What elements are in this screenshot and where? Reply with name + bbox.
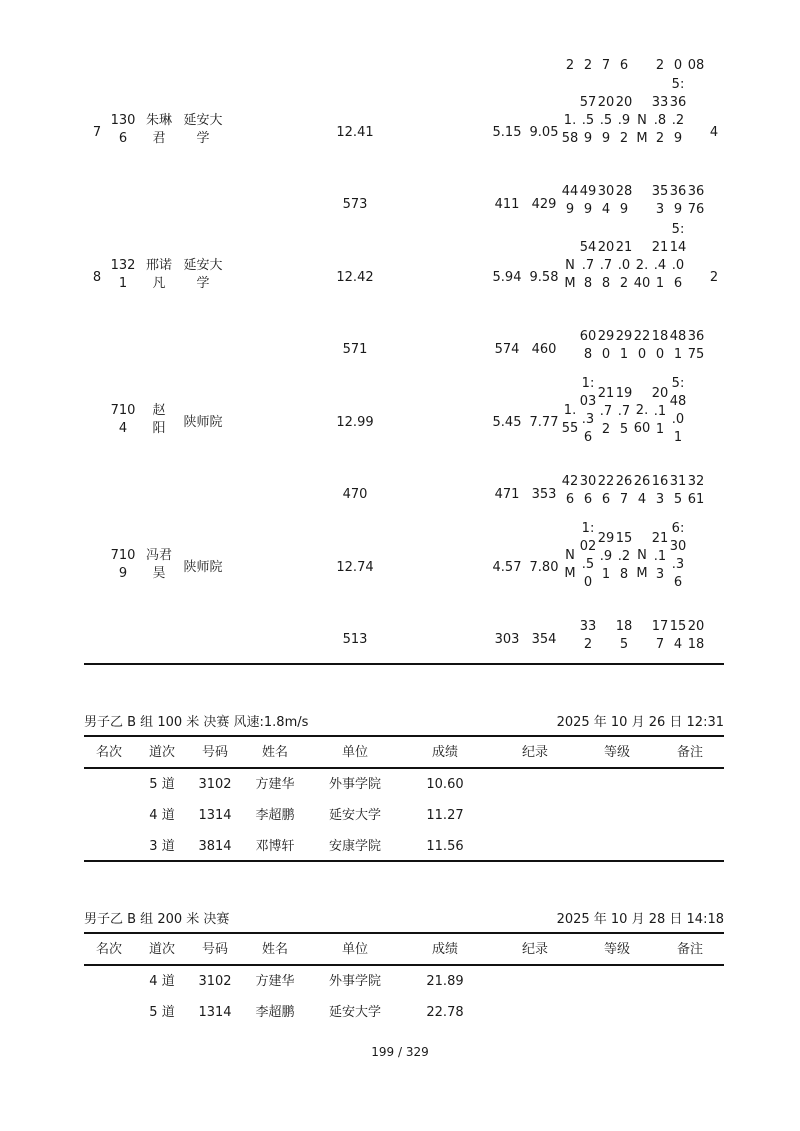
bib: 130 6 (110, 113, 136, 146)
bib: 1314 (198, 1005, 232, 1020)
points: 354 (531, 632, 557, 647)
split-points: 17 7 (651, 619, 669, 652)
score: 12.42 (336, 270, 374, 285)
split-points: 20 18 (687, 619, 705, 652)
carry-cell: 2 (655, 58, 665, 73)
col-header: 姓名 (261, 745, 288, 760)
bib: 710 4 (110, 403, 136, 436)
split: 20 .5 9 (597, 95, 615, 146)
lane: 4 道 (149, 808, 175, 823)
carry-cell: 08 (687, 58, 705, 73)
athlete-name: 朱琳 君 (145, 113, 172, 146)
split-points: 26 7 (615, 474, 633, 507)
lane: 5 道 (149, 1005, 175, 1020)
col-header: 等级 (603, 745, 630, 760)
col-header: 纪录 (521, 942, 548, 957)
col-header: 号码 (201, 745, 228, 760)
split-points: 31 5 (669, 474, 687, 507)
points: 460 (531, 342, 557, 357)
split-points: 32 61 (687, 474, 705, 507)
points: 571 (342, 342, 368, 357)
header-bottom-rule (84, 964, 724, 966)
unit: 延安大学 (328, 1005, 381, 1020)
split-points: 28 9 (615, 184, 633, 217)
event-datetime: 2025 年 10 月 28 日 14:18 (556, 912, 724, 927)
split: 19 .7 5 (615, 386, 633, 437)
result: 11.27 (426, 808, 464, 823)
extra: 4 (709, 125, 719, 140)
col-header: 单位 (341, 942, 368, 957)
bib: 710 9 (110, 548, 136, 581)
athlete-name: 李超鹏 (255, 808, 295, 823)
athlete-name: 邢诺 凡 (145, 258, 172, 291)
points: 429 (531, 197, 557, 212)
split: 2. 40 (633, 258, 651, 291)
col-header: 成绩 (431, 745, 458, 760)
split-points: 33 2 (579, 619, 597, 652)
col-header: 备注 (676, 942, 703, 957)
split-points: 42 6 (561, 474, 579, 507)
athlete-name: 方建华 (255, 974, 295, 989)
page-number: 199 / 329 (371, 1045, 429, 1059)
split: 5: 48 .0 1 (669, 376, 687, 445)
split-points: 36 75 (687, 329, 705, 362)
split: 33 .8 2 (651, 95, 669, 146)
points: 471 (494, 487, 520, 502)
split: 5: 14 .0 6 (669, 222, 687, 291)
athlete-name: 李超鹏 (255, 1005, 295, 1020)
result: 22.78 (426, 1005, 464, 1020)
split-points: 22 6 (597, 474, 615, 507)
split: 20 .9 2 (615, 95, 633, 146)
split: 1: 03 .3 6 (579, 376, 597, 445)
result: 11.56 (426, 839, 464, 854)
athlete-name: 邓博轩 (255, 839, 295, 854)
unit: 安康学院 (328, 839, 381, 854)
unit: 延安大学 (328, 808, 381, 823)
carry-cell: 6 (619, 58, 629, 73)
split-points: 48 1 (669, 329, 687, 362)
split-points: 18 0 (651, 329, 669, 362)
split: 21 .7 2 (597, 386, 615, 437)
split-points: 35 3 (651, 184, 669, 217)
athlete-name: 方建华 (255, 777, 295, 792)
bib: 132 1 (110, 258, 136, 291)
col-header: 名次 (95, 745, 122, 760)
unit: 外事学院 (328, 777, 381, 792)
bib: 3102 (198, 974, 232, 989)
split: N M (564, 258, 576, 291)
split: N M (636, 113, 648, 146)
unit: 外事学院 (328, 974, 381, 989)
split-points: 36 9 (669, 184, 687, 217)
split: 1: 02 .5 0 (579, 521, 597, 590)
split-points: 26 4 (633, 474, 651, 507)
value: 9.05 (529, 125, 559, 140)
table-bottom-rule (84, 663, 724, 665)
bib: 3102 (198, 777, 232, 792)
header-bottom-rule (84, 767, 724, 769)
event-title: 男子乙 B 组 100 米 决赛 风速:1.8m/s (84, 715, 309, 730)
split: 54 .7 8 (579, 240, 597, 291)
col-header: 姓名 (261, 942, 288, 957)
split-points: 30 6 (579, 474, 597, 507)
value: 7.80 (529, 560, 559, 575)
split: 57 .5 9 (579, 95, 597, 146)
split-points: 29 1 (615, 329, 633, 362)
split: N M (564, 548, 576, 581)
carry-cell: 7 (601, 58, 611, 73)
bib: 3814 (198, 839, 232, 854)
score: 12.41 (336, 125, 374, 140)
split-points: 49 9 (579, 184, 597, 217)
split: 1. 55 (561, 403, 579, 436)
lane: 3 道 (149, 839, 175, 854)
split: 15 .2 8 (615, 531, 633, 582)
col-header: 道次 (148, 745, 175, 760)
split-points: 60 8 (579, 329, 597, 362)
score: 12.99 (336, 415, 374, 430)
unit: 延安大 学 (183, 258, 223, 291)
split: 2. 60 (633, 403, 651, 436)
col-header: 等级 (603, 942, 630, 957)
unit: 陕师院 (183, 560, 223, 575)
split-points: 22 0 (633, 329, 651, 362)
col-header: 备注 (676, 745, 703, 760)
col-header: 名次 (95, 942, 122, 957)
result: 21.89 (426, 974, 464, 989)
split: 20 .7 8 (597, 240, 615, 291)
athlete-name: 赵 阳 (152, 403, 166, 436)
points: 470 (342, 487, 368, 502)
rank: 7 (92, 125, 102, 140)
split-points: 18 5 (615, 619, 633, 652)
split-points: 29 0 (597, 329, 615, 362)
col-header: 纪录 (521, 745, 548, 760)
value: 5.94 (492, 270, 522, 285)
split: 6: 30 .3 6 (669, 521, 687, 590)
points: 513 (342, 632, 368, 647)
event-title: 男子乙 B 组 200 米 决赛 (84, 912, 230, 927)
split: 5: 36 .2 9 (669, 77, 687, 146)
split: 21 .0 2 (615, 240, 633, 291)
header-top-rule (84, 735, 724, 737)
split-points: 44 9 (561, 184, 579, 217)
split: N M (636, 548, 648, 581)
col-header: 道次 (148, 942, 175, 957)
rank: 8 (92, 270, 102, 285)
table-bottom-rule (84, 860, 724, 862)
event-datetime: 2025 年 10 月 26 日 12:31 (556, 715, 724, 730)
col-header: 号码 (201, 942, 228, 957)
split-points: 30 4 (597, 184, 615, 217)
points: 411 (494, 197, 520, 212)
points: 574 (494, 342, 520, 357)
value: 9.58 (529, 270, 559, 285)
col-header: 单位 (341, 745, 368, 760)
split-points: 16 3 (651, 474, 669, 507)
carry-cell: 2 (583, 58, 593, 73)
points: 353 (531, 487, 557, 502)
split: 21 .4 1 (651, 240, 669, 291)
carry-cell: 0 (673, 58, 683, 73)
value: 5.45 (492, 415, 522, 430)
header-top-rule (84, 932, 724, 934)
col-header: 成绩 (431, 942, 458, 957)
split-points: 15 4 (669, 619, 687, 652)
result: 10.60 (426, 777, 464, 792)
unit: 陕师院 (183, 415, 223, 430)
value: 4.57 (492, 560, 522, 575)
athlete-name: 冯君 昊 (145, 548, 172, 581)
score: 12.74 (336, 560, 374, 575)
value: 5.15 (492, 125, 522, 140)
unit: 延安大 学 (183, 113, 223, 146)
points: 303 (494, 632, 520, 647)
bib: 1314 (198, 808, 232, 823)
carry-cell: 2 (565, 58, 575, 73)
points: 573 (342, 197, 368, 212)
value: 7.77 (529, 415, 559, 430)
lane: 4 道 (149, 974, 175, 989)
lane: 5 道 (149, 777, 175, 792)
split: 29 .9 1 (597, 531, 615, 582)
extra: 2 (709, 270, 719, 285)
split: 20 .1 1 (651, 386, 669, 437)
split: 21 .1 3 (651, 531, 669, 582)
split-points: 36 76 (687, 184, 705, 217)
split: 1. 58 (561, 113, 579, 146)
